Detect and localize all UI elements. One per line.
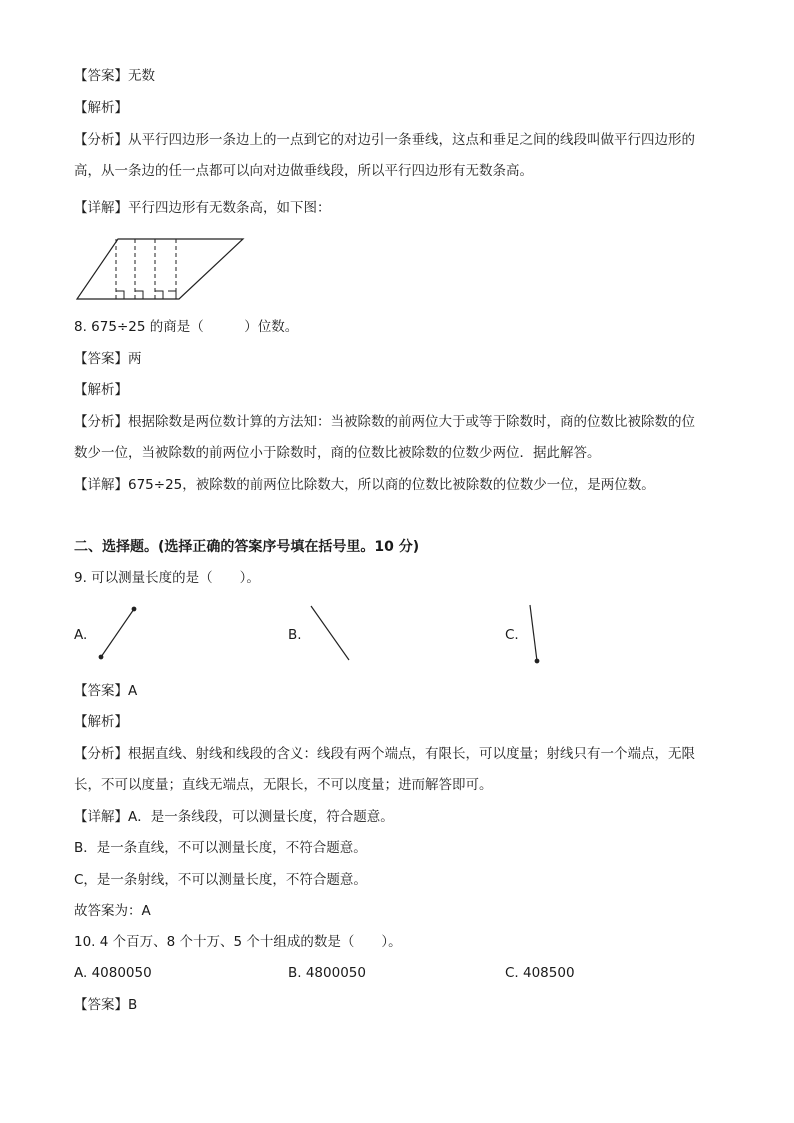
q9-answer-line [74, 682, 137, 700]
q9-fenxi-line1 [74, 745, 695, 763]
segment-endpoint-top [132, 607, 136, 611]
xiangjie-tag: 【详解】 [74, 477, 128, 493]
q9-analysis-tag: 【解析】 [74, 714, 128, 730]
q10-answer-line [74, 996, 137, 1014]
xiangjie-text: 平行四边形有无数条高，如下图： [128, 200, 331, 216]
q9-option-a-label: A. [74, 627, 88, 643]
fenxi-tag: 【分析】 [74, 414, 128, 430]
answer-tag: 【答案】 [74, 683, 128, 699]
q10-option-a: A. 4080050 [74, 965, 152, 981]
q8-question: 8. 675÷25 的商是（ ）位数。 [74, 319, 299, 335]
section-2-title: 二、选择题。(选择正确的答案序号填在括号里。10 分) [74, 539, 420, 555]
q8-fenxi-line2: 数少一位，当被除数的前两位小于除数时，商的位数比被除数的位数少两位．据此解答。 [74, 445, 601, 461]
q10-option-b: B. 4800050 [288, 965, 366, 981]
q7-analysis-tag: 【解析】 [74, 100, 128, 116]
q9-xiangjie-line [74, 808, 394, 826]
answer-text: 无数 [128, 68, 155, 84]
fenxi-tag: 【分析】 [74, 132, 128, 148]
ray-line [530, 605, 537, 661]
straight-line [311, 606, 349, 660]
fenxi-text: 根据除数是两位数计算的方法知：当被除数的前两位大于或等于除数时，商的位数比被除数的位 [128, 414, 695, 430]
q8-analysis-tag: 【解析】 [74, 382, 128, 398]
answer-text: A [128, 683, 138, 699]
q9-fenxi-line2: 长，不可以度量；直线无端点，无限长，不可以度量；进而解答即可。 [74, 777, 493, 793]
segment-line [101, 609, 134, 657]
answer-text: 两 [128, 351, 142, 367]
fenxi-text: 从平行四边形一条边上的一点到它的对边引一条垂线，这点和垂足之间的线段叫做平行四边形的 [128, 132, 695, 148]
q7-fenxi-line2: 高，从一条边的任一点都可以向对边做垂线段，所以平行四边形有无数条高。 [74, 163, 533, 179]
q10-option-c: C. 408500 [505, 965, 575, 981]
segment-endpoint-bottom [99, 655, 103, 659]
q9-question: 9. 可以测量长度的是（ ）。 [74, 570, 260, 586]
xiangjie-text-a: A．是一条线段，可以测量长度，符合题意。 [128, 809, 394, 825]
fenxi-text: 根据直线、射线和线段的含义：线段有两个端点，有限长，可以度量；射线只有一个端点，无限 [128, 746, 695, 762]
xiangjie-tag: 【详解】 [74, 200, 128, 216]
q9-conclusion: 故答案为：A [74, 903, 151, 919]
xiangjie-tag: 【详解】 [74, 809, 128, 825]
q9-xiangjie-b: B．是一条直线，不可以测量长度，不符合题意。 [74, 840, 367, 856]
q9-option-b-label: B. [288, 627, 302, 643]
q9-xiangjie-c: C，是一条射线，不可以测量长度，不符合题意。 [74, 872, 367, 888]
answer-tag: 【答案】 [74, 351, 128, 367]
ray-endpoint [535, 659, 539, 663]
xiangjie-text: 675÷25，被除数的前两位比除数大，所以商的位数比被除数的位数少一位，是两位数。 [128, 477, 655, 493]
answer-text: B [128, 997, 138, 1013]
fenxi-tag: 【分析】 [74, 746, 128, 762]
answer-tag: 【答案】 [74, 68, 128, 84]
q10-question: 10. 4 个百万、8 个十万、5 个十组成的数是（ ）。 [74, 934, 402, 950]
answer-tag: 【答案】 [74, 997, 128, 1013]
q9-option-c-label: C. [505, 627, 519, 643]
